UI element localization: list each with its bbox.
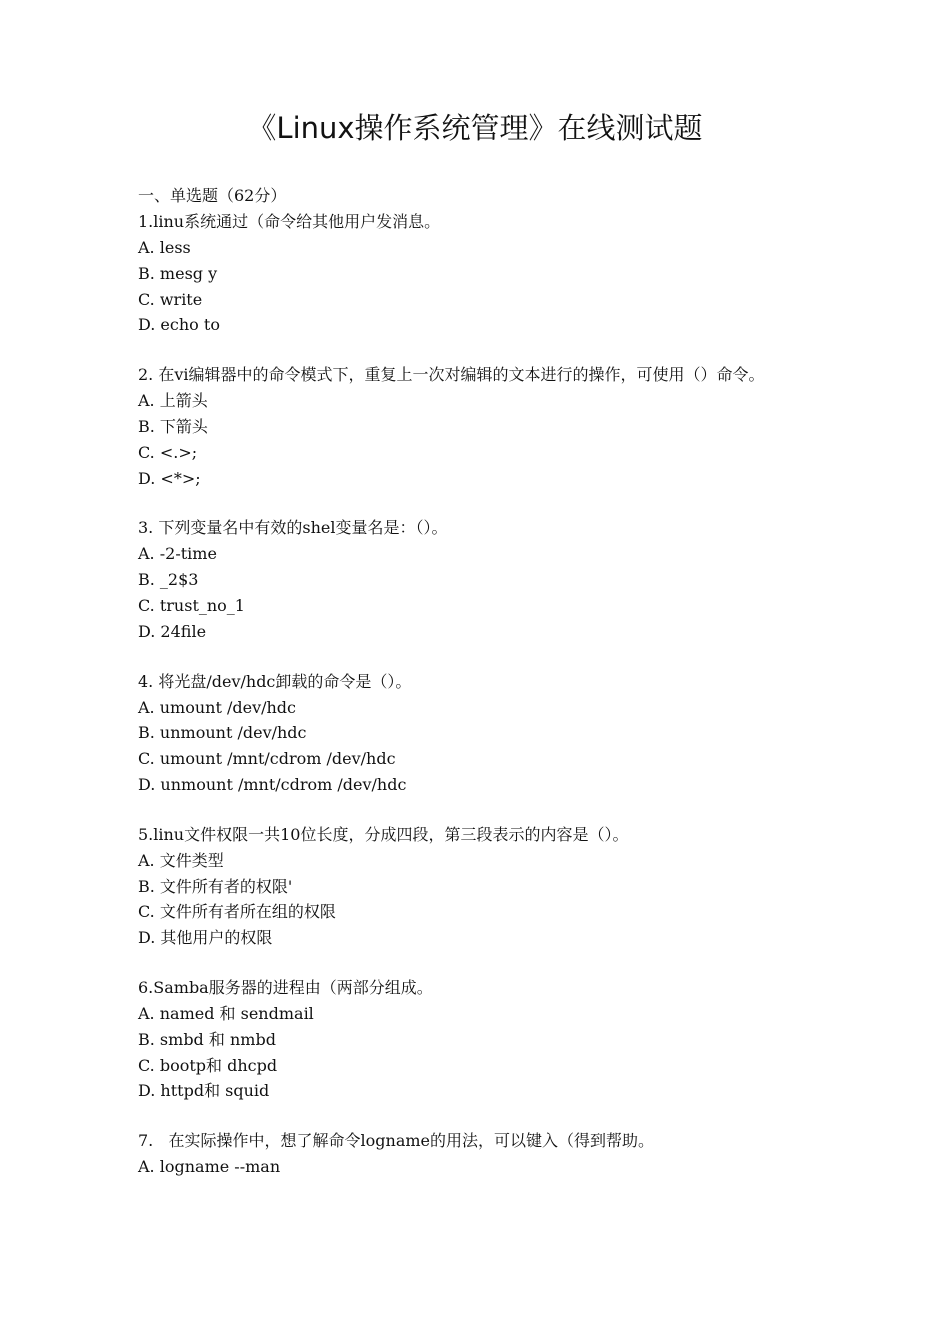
option-b: B. _2$3 [138, 570, 199, 590]
option-d: D. <*>; [138, 468, 201, 488]
spacer [138, 338, 828, 362]
question-text: 2. 在vi编辑器中的命令模式下，重复上一次对编辑的文本进行的操作，可使用（）命令。 [138, 365, 765, 385]
question-2 [138, 362, 828, 491]
question-text: 1.linu系统通过（命令给其他用户发消息。 [138, 212, 441, 231]
question-text: 6.Samba服务器的进程由（两部分组成。 [138, 977, 433, 997]
question-text: 5.linu文件权限一共10位长度，分成四段，第三段表示的内容是（）。 [138, 824, 629, 844]
document-title: 《Linux操作系统管理》在线测试题 [247, 111, 703, 145]
document-body [138, 183, 828, 1180]
question-1 [138, 209, 828, 338]
option-b: B. 下箭头 [138, 416, 208, 436]
question-3 [138, 515, 828, 644]
option-a: A. 上箭头 [138, 391, 208, 411]
option-c: C. bootp和 dhcpd [138, 1055, 278, 1075]
spacer [138, 798, 828, 822]
spacer [138, 491, 828, 515]
option-c: C. trust_no_1 [138, 595, 245, 615]
spacer [138, 1104, 828, 1128]
question-6 [138, 975, 828, 1104]
spacer [138, 645, 828, 669]
option-a: A. logname --man [138, 1157, 281, 1177]
option-c: C. <.>; [138, 442, 198, 462]
option-b: B. unmount /dev/hdc [138, 723, 307, 743]
option-d: D. 其他用户的权限 [138, 928, 273, 948]
question-7 [138, 1128, 828, 1180]
option-a: A. umount /dev/hdc [138, 697, 296, 717]
option-a: A. named 和 sendmail [138, 1003, 314, 1023]
question-4 [138, 669, 828, 798]
option-a: A. -2-time [138, 544, 217, 564]
option-b: B. 文件所有者的权限' [138, 876, 293, 896]
question-5 [138, 822, 828, 951]
option-c: C. 文件所有者所在组的权限 [138, 902, 336, 922]
spacer [138, 951, 828, 975]
option-b: B. mesg y [138, 263, 218, 283]
option-d: D. unmount /mnt/cdrom /dev/hdc [138, 774, 407, 794]
section-heading: 一、单选题（62分） [138, 186, 287, 205]
option-c: C. umount /mnt/cdrom /dev/hdc [138, 749, 396, 769]
option-d: D. 24file [138, 621, 207, 641]
question-text: 4. 将光盘/dev/hdc卸载的命令是（）。 [138, 671, 412, 691]
option-d: D. echo to [138, 315, 220, 335]
question-text: 7. 在实际操作中，想了解命令logname的用法，可以键入（得到帮助。 [138, 1131, 655, 1151]
option-b: B. smbd 和 nmbd [138, 1029, 276, 1049]
option-c: C. write [138, 289, 203, 309]
question-text: 3. 下列变量名中有效的shel变量名是：（）。 [138, 518, 448, 538]
option-a: A. less [138, 238, 191, 257]
option-d: D. httpd和 squid [138, 1081, 270, 1101]
option-a: A. 文件类型 [138, 850, 224, 870]
